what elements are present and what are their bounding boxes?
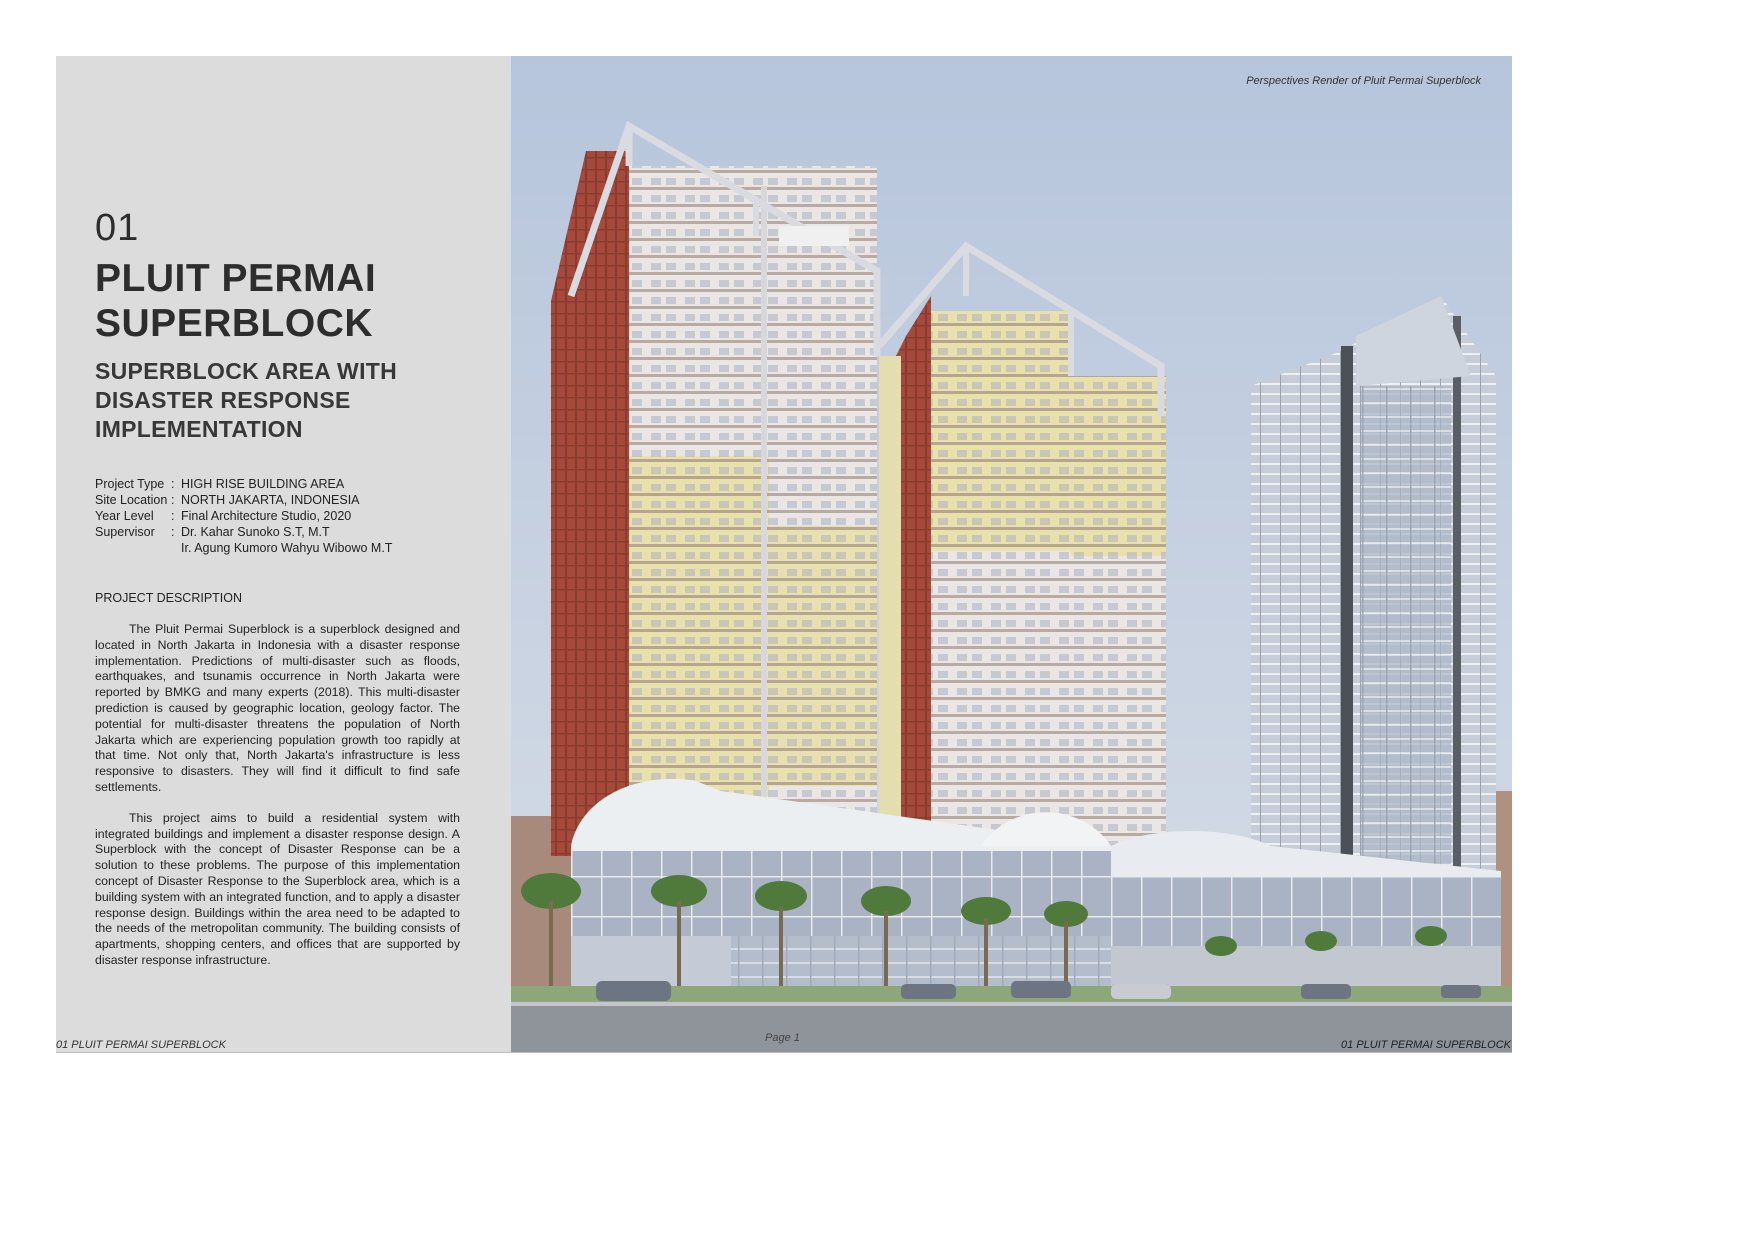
info-colon: : bbox=[171, 477, 175, 491]
info-row-supervisor bbox=[95, 524, 392, 540]
project-info-list bbox=[95, 476, 392, 556]
info-row-project-type bbox=[95, 476, 392, 492]
project-description bbox=[95, 622, 460, 984]
project-number: 01 bbox=[95, 207, 140, 249]
info-key: Project Type bbox=[95, 477, 165, 491]
description-paragraph-1: The Pluit Permai Superblock is a superblock designed and located in North Jakarta in Indonesia with a disaster response implementation. Predictions of multi-disaster such as floods, earthquakes, and tsunamis occurrence in North Jakarta were reported by BMKG and many experts (2018). This multi-disaster prediction is caused by geographic location, geology factor. The potential for multi-disaster threatens the population of North Jakarta which are experiencing population growth too rapidly at that time. Not only that, North Jakarta's infrastructure is less responsive to disasters. They will find it difficult to find safe settlements. bbox=[95, 622, 460, 794]
info-value: Ir. Agung Kumoro Wahyu Wibowo M.T bbox=[181, 541, 393, 555]
info-key: Site Location bbox=[95, 493, 168, 507]
info-value: Final Architecture Studio, 2020 bbox=[181, 509, 352, 523]
project-title bbox=[95, 256, 376, 346]
info-colon: : bbox=[171, 493, 175, 507]
render-caption: Perspectives Render of Pluit Permai Superblock bbox=[1246, 75, 1481, 87]
footer-right-label: 01 PLUIT PERMAI SUPERBLOCK bbox=[1341, 1039, 1511, 1051]
info-colon-spacer bbox=[171, 540, 181, 556]
project-title-line1: PLUIT PERMAI bbox=[95, 257, 377, 300]
footer-left-label: 01 PLUIT PERMAI SUPERBLOCK bbox=[56, 1039, 226, 1051]
info-row-year-level bbox=[95, 508, 392, 524]
info-key: Supervisor bbox=[95, 525, 155, 539]
description-paragraph-2: This project aims to build a residential system with integrated buildings and implement a disaster response design. A Superblock with the concept of Disaster Response can be a solution to these problems. The purpose of this implementation concept of Disaster Response to the Superblock area, which is a building system with an integrated function, and to apply a disaster response design. Buildings within the area need to be adapted to the needs of the metropolitan community. The building consists of apartments, shopping centers, and offices that are supported by disaster response infrastructure. bbox=[95, 810, 460, 967]
project-subtitle-line1: SUPERBLOCK AREA WITH bbox=[95, 358, 398, 384]
info-key bbox=[95, 540, 171, 556]
project-subtitle bbox=[95, 357, 397, 444]
info-row-supervisor-2 bbox=[95, 540, 392, 556]
project-subtitle-line2: DISASTER RESPONSE bbox=[95, 387, 351, 413]
project-title-line2: SUPERBLOCK bbox=[95, 302, 374, 345]
info-row-site-location bbox=[95, 492, 392, 508]
info-value: Dr. Kahar Sunoko S.T, M.T bbox=[181, 525, 330, 539]
info-colon: : bbox=[171, 509, 175, 523]
footer-divider bbox=[56, 1052, 1512, 1053]
info-value: HIGH RISE BUILDING AREA bbox=[181, 477, 345, 491]
page-number: Page 1 bbox=[765, 1032, 800, 1044]
info-colon: : bbox=[171, 525, 175, 539]
project-subtitle-line3: IMPLEMENTATION bbox=[95, 416, 303, 442]
description-heading: PROJECT DESCRIPTION bbox=[95, 591, 243, 605]
info-value: NORTH JAKARTA, INDONESIA bbox=[181, 493, 360, 507]
info-key: Year Level bbox=[95, 509, 154, 523]
perspective-render-image bbox=[511, 56, 1512, 1053]
